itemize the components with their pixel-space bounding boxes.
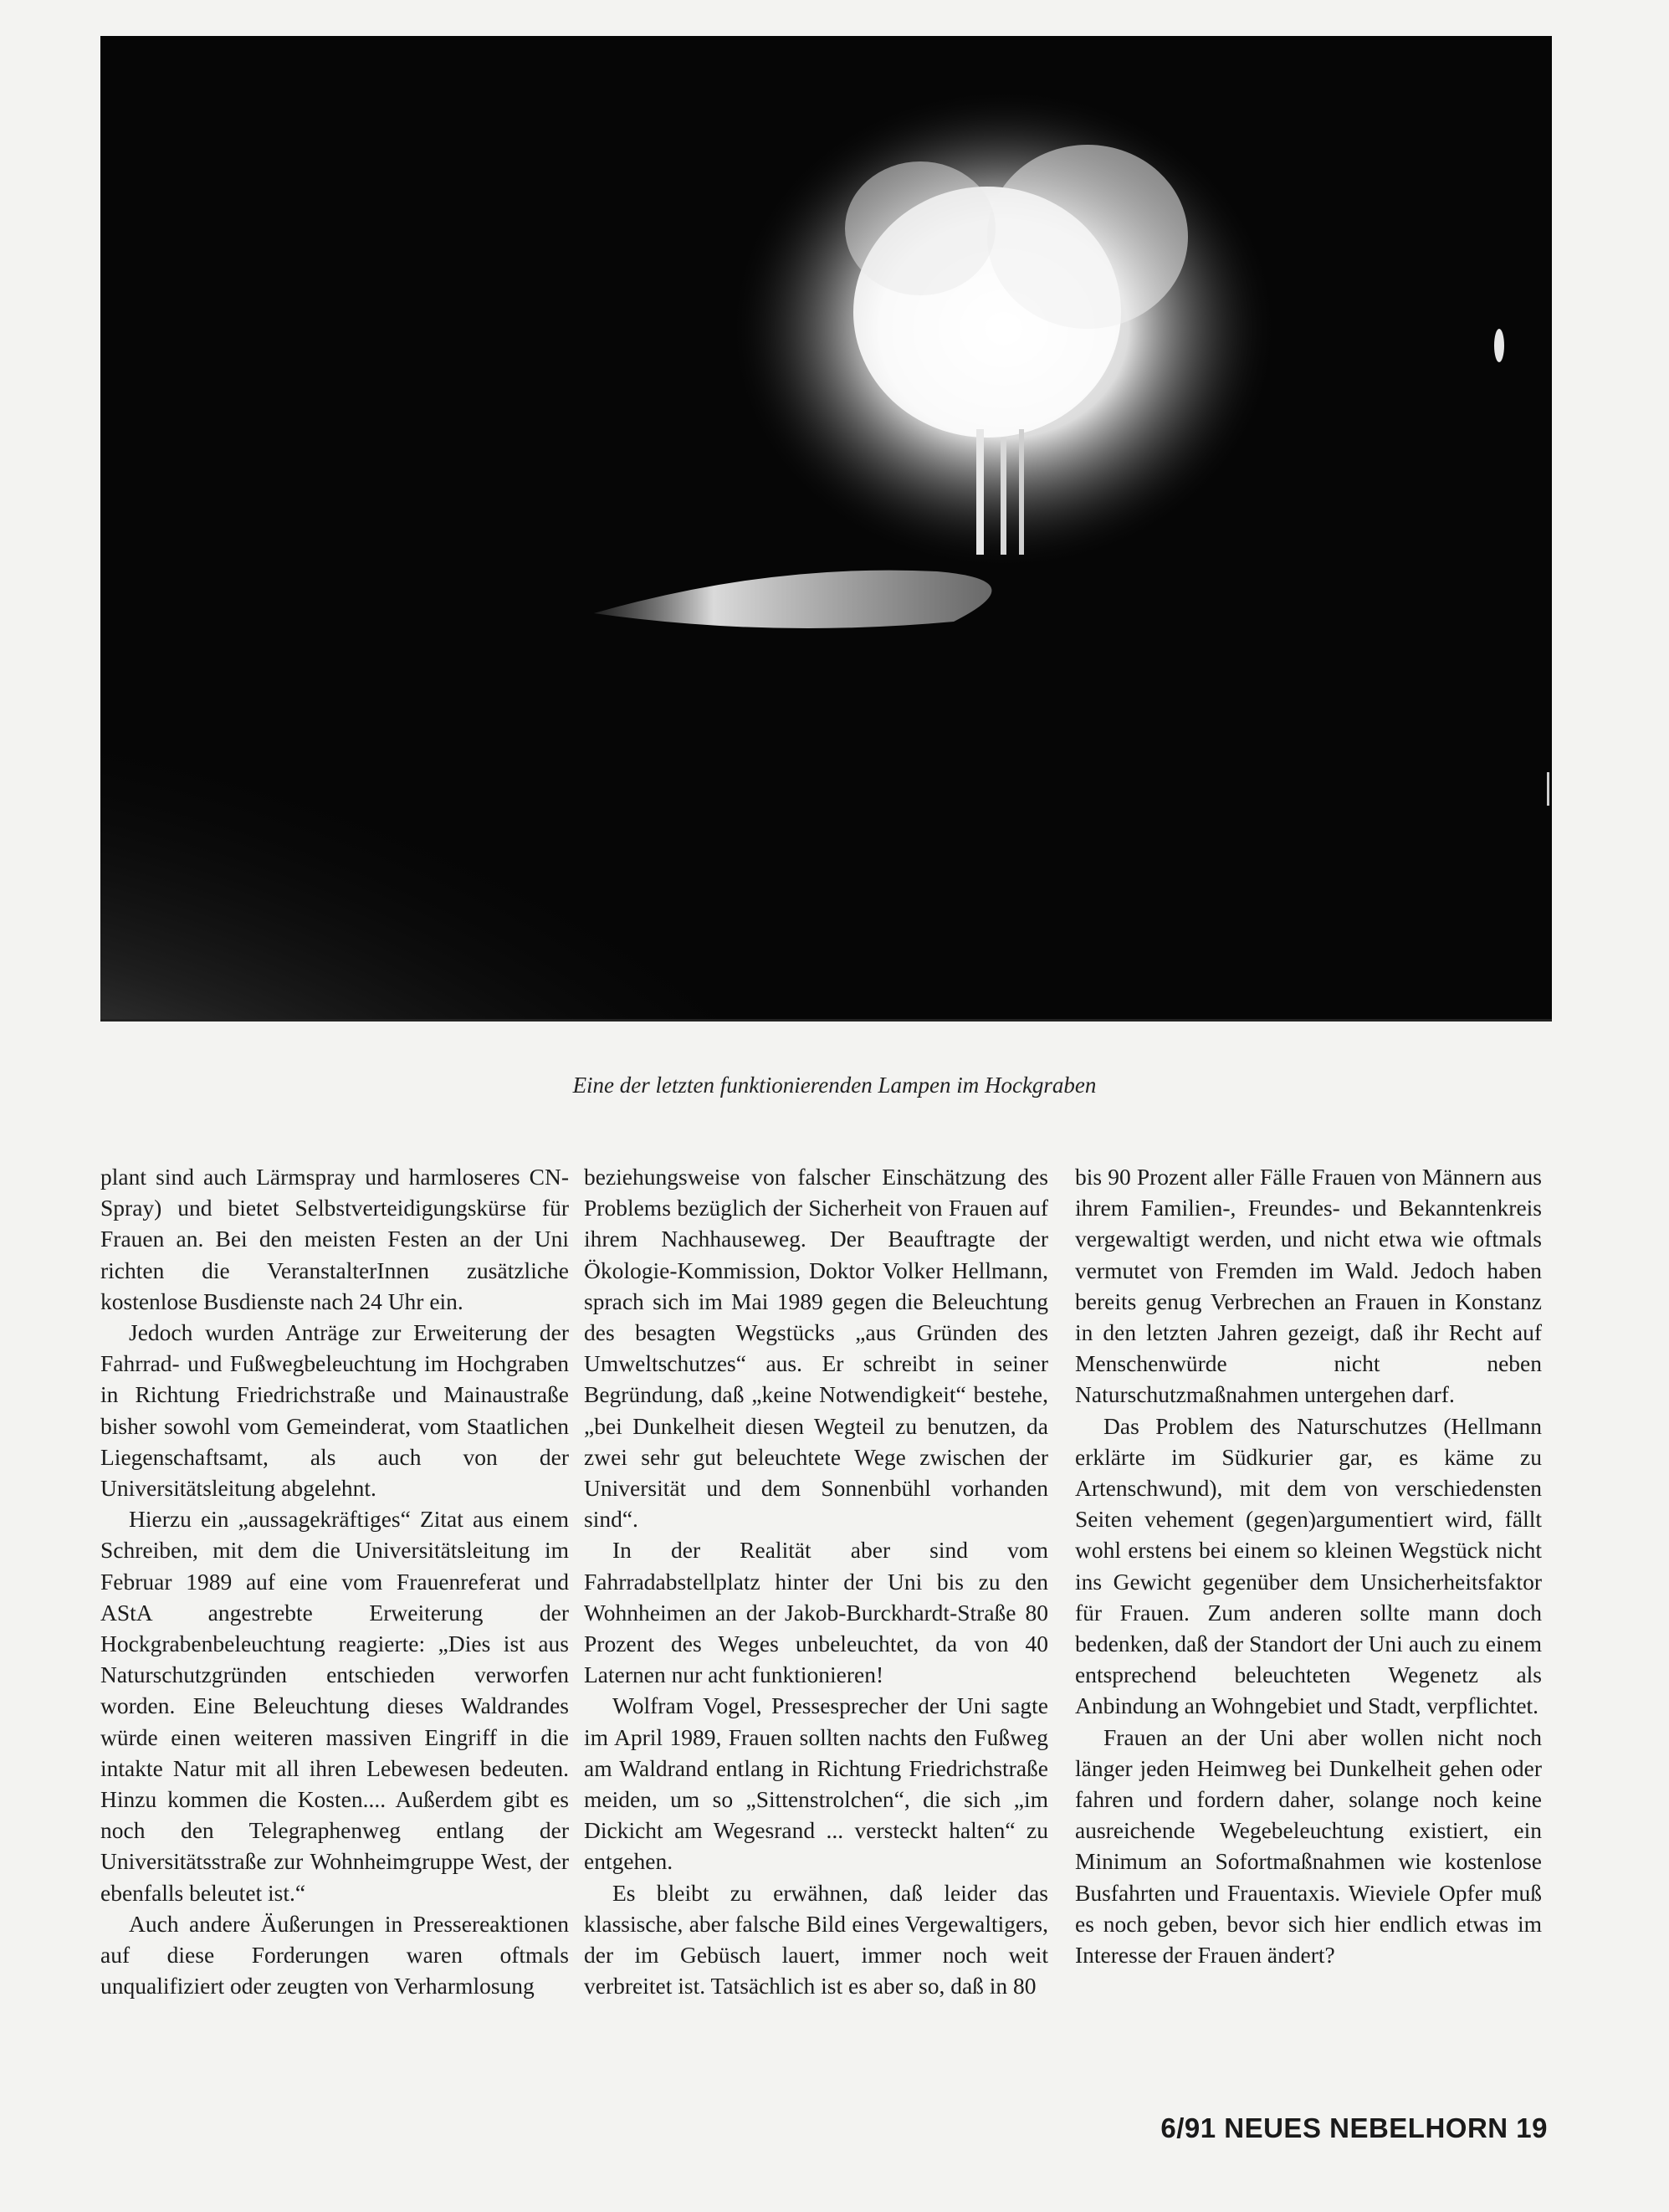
- paragraph: bis 90 Prozent aller Fälle Frauen von Männern aus ihrem Familien-, Freundes- und Bekanntenkreis vergewaltigt werden, und nicht etwa wie oftmals vermutet von Fremden im Wald. Jedoch haben bereits genug Verbrechen an Frauen in Konstanz in den letzten Jahren gezeigt, daß ihr Recht auf Menschenwürde nicht neben Naturschutzmaßnahmen untergehen darf.: [1075, 1164, 1542, 1408]
- page-folio: 6/91 NEUES NEBELHORN 19: [1160, 2112, 1548, 2143]
- paragraph: Jedoch wurden Anträge zur Erweiterung der Fahrrad- und Fußwegbeleuchtung im Hochgraben in Richtung Friedrichstraße und Mainaustraße bisher sowohl vom Gemeinderat, vom Staatlichen Liegenschaftsamt, als auch von der Universitätsleitung abgelehnt.: [100, 1319, 569, 1502]
- text-column-2: [584, 1161, 1048, 2001]
- paragraph: Das Problem des Naturschutzes (Hellmann erklärte im Südkurier gar, es käme zu Artenschwund), mit dem von verschiedensten Seiten vehement (gegen)argumentiert wird, fällt wohl erstens bei einem so kleinen Wegstück nicht ins Gewicht gegenüber dem Unsicherheitsfaktor für Frauen. Zum anderen sollte mann doch bedenken, daß der Standort der Uni auch zu einem entsprechend beleuchteten Wegenetz als Anbindung an Wohngebiet und Stadt, verpflichtet.: [1075, 1412, 1542, 1719]
- paragraph: Frauen an der Uni aber wollen nicht noch länger jeden Heimweg bei Dunkelheit gehen oder fahren und fordern daher, solange noch keine ausreichende Wegebeleuchtung existiert, ein Minimum an Sofortmaßnahmen wie kostenlose Busfahrten und Frauentaxis. Wieviele Opfer muß es noch geben, bevor sich hier endlich etwas im Interesse der Frauen ändert?: [1075, 1723, 1542, 1969]
- photo-caption: Eine der letzten funktionierenden Lampen im Hockgraben: [572, 1073, 1097, 1098]
- night-lamp-photo: [100, 36, 1552, 1022]
- paragraph: plant sind auch Lärmspray und harmloseres CN-Spray) und bietet Selbstverteidigungskürse für Frauen an. Bei den meisten Festen an der Uni richten die VeranstalterInnen zusätzliche kostenlose Busdienste nach 24 Uhr ein.: [100, 1164, 569, 1314]
- text-column-1: [100, 1161, 569, 2001]
- paragraph: beziehungsweise von falscher Einschätzung des Problems bezüglich der Sicherheit von Frauen auf ihrem Nachhauseweg. Der Beauftragte der Ökologie-Kommission, Doktor Volker Hellmann, sprach sich im Mai 1989 gegen die Beleuchtung des besagten Wegstücks „aus Gründen des Umweltschutzes“ aus. Er schreibt in seiner Begründung, daß „keine Notwendigkeit“ bestehe, „bei Dunkelheit diesen Wegteil zu benutzen, da zwei sehr gut beleuchtete Wege zwischen der Universität und dem Sonnenbühl vorhanden sind“.: [584, 1164, 1048, 1533]
- text-column-3: [1075, 1161, 1542, 1970]
- paragraph: Wolfram Vogel, Pressesprecher der Uni sagte im April 1989, Frauen sollten nachts den Fußweg am Waldrand entlang in Richtung Friedrichstraße meiden, um so „Sittenstrolchen“, die sich „im Dickicht am Wegesrand ... versteckt halten“ zu entgehen.: [584, 1692, 1048, 1875]
- paragraph: In der Realität aber sind vom Fahrradabstellplatz hinter der Uni bis zu den Wohnheimen an der Jakob-Burckhardt-Straße 80 Prozent des Weges unbeleuchtet, da von 40 Laternen nur acht funktionieren!: [584, 1537, 1048, 1688]
- paragraph: Auch andere Äußerungen in Pressereaktionen auf diese Forderungen waren oftmals unqualifiziert oder zeugten von Verharmlosung: [100, 1910, 569, 2000]
- paragraph: Hierzu ein „aussagekräftiges“ Zitat aus einem Schreiben, mit dem die Universitätsleitung im Februar 1989 auf eine vom Frauenreferat und AStA angestrebte Erweiterung der Hockgrabenbeleuchtung reagierte: „Dies ist aus Naturschutzgründen entschieden verworfen worden. Eine Beleuchtung dieses Waldrandes würde einen weiteren massiven Eingriff in die intakte Natur mit all ihren Lebewesen bedeuten. Hinzu kommen die Kosten.... Außerdem gibt es noch den Telegraphenweg entlang der Universitätsstraße zur Wohnheimgruppe West, der ebenfalls beleutet ist.“: [100, 1506, 569, 1906]
- paragraph: Es bleibt zu erwähnen, daß leider das klassische, aber falsche Bild eines Vergewaltigers, der im Gebüsch lauert, immer noch weit verbreitet ist. Tatsächlich ist es aber so, daß in 80: [584, 1879, 1048, 2000]
- photo-illustration: [100, 36, 1552, 1019]
